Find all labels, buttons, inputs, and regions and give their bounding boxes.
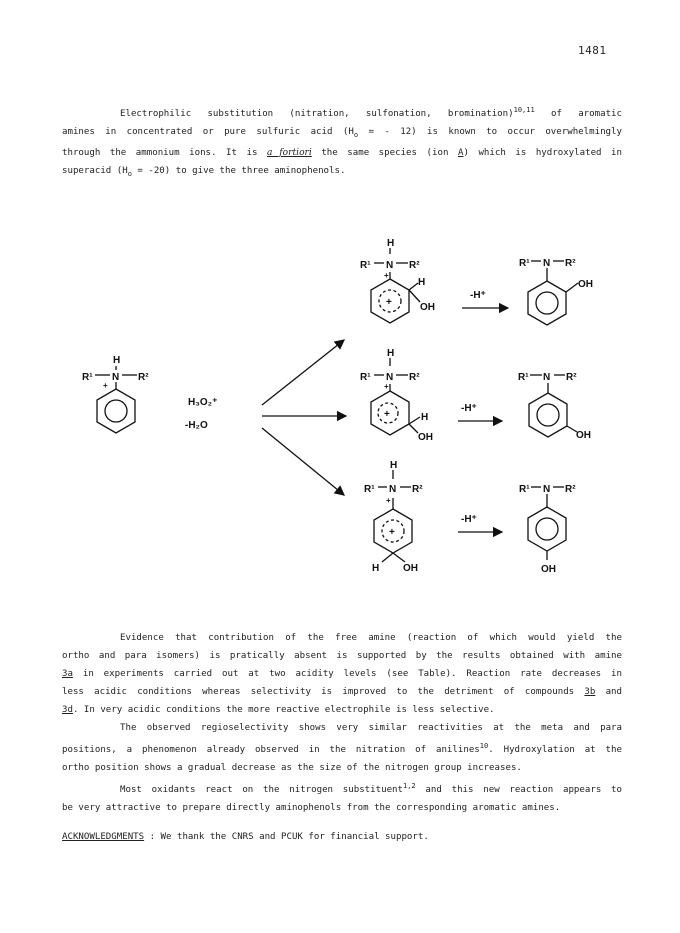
text-span: and	[595, 687, 622, 697]
label-r2: R²	[409, 260, 420, 271]
citation: 10	[479, 742, 489, 750]
ack-heading: ACKNOWLEDGMENTS	[62, 832, 145, 842]
hydroxyl-label: OH	[576, 430, 591, 441]
label-r1: R¹	[82, 372, 93, 383]
label-r2: R²	[138, 372, 149, 383]
deprot-label: -H⁺	[461, 403, 477, 414]
label-r2: R²	[566, 372, 577, 383]
text-span: . In very acidic conditions the more reactive electrophile is less selective.	[72, 705, 495, 715]
text-span: in experiments carried out at two acidity levels (see Table). Reaction rate decreases in	[72, 669, 622, 679]
product-ortho-aminophenol	[528, 261, 578, 325]
label-r1: R¹	[360, 372, 371, 383]
hydroxyl-label: OH	[541, 564, 556, 575]
compound-label: 3d	[62, 705, 73, 715]
text-span: and this new reaction appears to	[415, 785, 622, 796]
hydroxyl-label: OH	[418, 432, 433, 443]
text-span: = -20) to give the three aminophenols.	[131, 165, 346, 176]
label-r1: R¹	[519, 258, 530, 269]
atom-n: N	[543, 258, 551, 269]
italic-phrase: a fortiori	[266, 147, 312, 158]
atom-n: N	[389, 484, 397, 495]
compound-label: 3b	[584, 687, 596, 697]
text-span: Most oxidants react on the nitrogen substituent	[120, 785, 403, 796]
atom-h: H	[387, 238, 395, 249]
byproduct-label: -H₂O	[185, 420, 208, 431]
label-r2: R²	[565, 484, 576, 495]
label-r2: R²	[412, 484, 423, 495]
charge-plus: +	[384, 382, 389, 391]
text-span: ortho position shows a gradual decrease as the size of the nitrogen group increases.	[62, 763, 522, 774]
ack-text: : We thank the CNRS and PCUK for financial support.	[144, 832, 429, 842]
atom-n: N	[543, 484, 551, 495]
citation: 1,2	[403, 782, 416, 791]
atom-n: N	[543, 372, 551, 383]
label-r1: R¹	[360, 260, 371, 271]
text-span: positions, a phenomenon already observed in the nitration of anilines	[62, 745, 480, 756]
atom-h: H	[421, 412, 429, 423]
deprot-label: -H⁺	[470, 290, 486, 301]
hydroxyl-label: OH	[578, 279, 593, 290]
sigma-complex-meta	[371, 358, 420, 435]
atom-h: H	[387, 348, 395, 359]
text-span: ) which is hydroxylated in	[463, 147, 622, 158]
atom-h: H	[113, 355, 121, 366]
ring-charge: +	[386, 297, 392, 308]
product-meta-aminophenol	[529, 375, 577, 437]
text-span: The observed regioselectivity shows very similar reactivities at the meta and para	[120, 723, 622, 733]
text-span: through the ammonium ions. It is	[62, 147, 267, 158]
page-number: 1481	[578, 44, 607, 57]
acknowledgments	[62, 832, 429, 842]
text-span: less acidic conditions whereas selectivity is improved to the detriment of compounds	[62, 687, 585, 697]
hydroxyl-label: OH	[403, 563, 418, 574]
charge-plus: +	[384, 271, 389, 280]
text-span: ortho and para isomers) is pratically absent is supported by the results obtained with amine	[62, 651, 622, 661]
text-span: = - 12) is known to occur overwhelmingly	[358, 127, 622, 138]
label-r1: R¹	[518, 372, 529, 383]
text-span: be very attractive to prepare directly aminophenols from the corresponding aromatic amines.	[62, 803, 561, 814]
ring-charge: +	[389, 527, 395, 538]
label-r2: R²	[409, 372, 420, 383]
atom-h: H	[372, 563, 380, 574]
deprot-label: -H⁺	[461, 514, 477, 525]
arrow-para	[262, 428, 344, 495]
citation: 10,11	[513, 106, 535, 114]
ring-charge: +	[384, 409, 390, 420]
subscript: o	[127, 169, 132, 178]
text-span: the same species (ion	[311, 147, 458, 158]
text-span: Evidence that contribution of the free amine (reaction of which would yield the	[120, 633, 622, 643]
label-r2: R²	[565, 258, 576, 269]
label-r1: R¹	[519, 484, 530, 495]
atom-n: N	[112, 372, 120, 383]
product-para-aminophenol	[528, 487, 566, 560]
compound-label: A	[457, 147, 464, 158]
label-r1: R¹	[364, 484, 375, 495]
discussion-paragraphs	[62, 629, 622, 817]
text-span: superacid (H	[62, 165, 128, 176]
atom-h: H	[418, 277, 426, 288]
charge-plus: +	[103, 381, 108, 390]
text-span: . Hydroxylation at the	[488, 745, 622, 756]
compound-label: 3a	[62, 669, 73, 679]
hydroxyl-label: OH	[420, 302, 435, 313]
reagent-label: H₃O₂⁺	[188, 397, 218, 408]
arrow-ortho	[262, 340, 344, 405]
text-span: of aromatic	[534, 109, 622, 120]
text-span: amines in concentrated or pure sulfuric acid (H	[62, 127, 354, 138]
text-span: Electrophilic substitution (nitration, sulfonation, bromination)	[120, 109, 514, 120]
atom-n: N	[386, 260, 394, 271]
atom-n: N	[386, 372, 394, 383]
subscript: o	[353, 130, 359, 139]
atom-h: H	[390, 460, 398, 471]
charge-plus: +	[386, 496, 391, 505]
